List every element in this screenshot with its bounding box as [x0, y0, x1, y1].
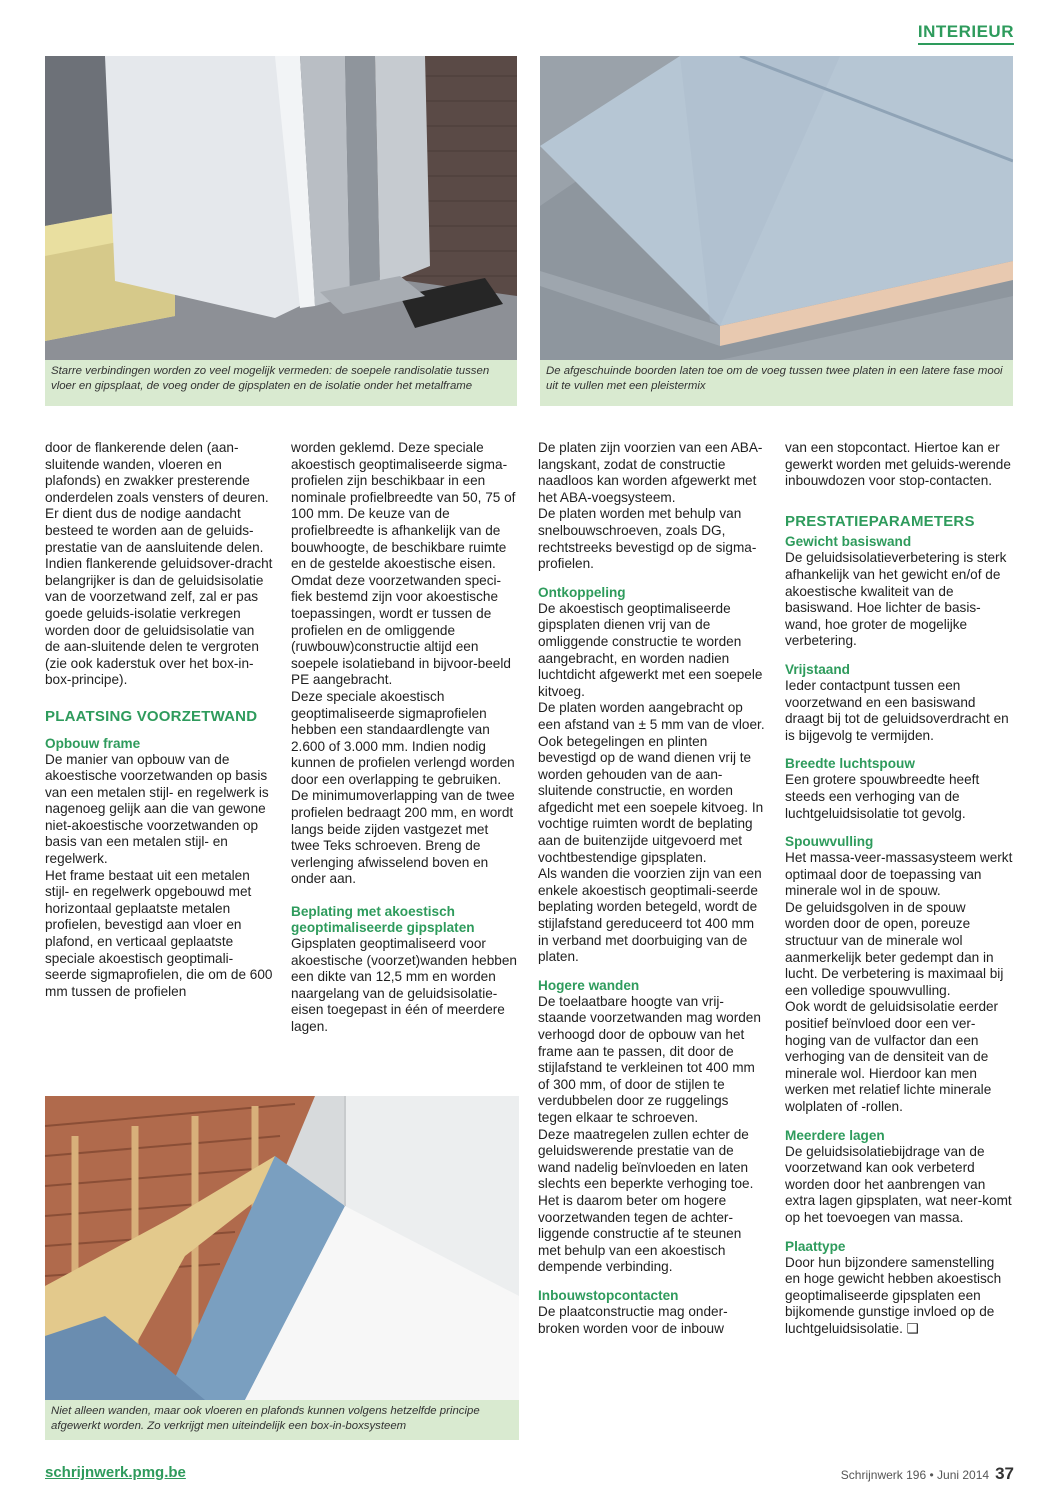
paragraph: Ieder contactpunt tussen een voorzetwand en een basiswand draagt bij tot de geluidsoverdracht en is bijgevolg te vermijden. [785, 677, 1009, 743]
subheading: Spouwvulling [785, 834, 874, 850]
paragraph: De geluidsgolven in de spouw worden door de open, poreuze structuur van de minerale wol aanmerkelijk beter gedempt dan in lucht. De verbetering is maximaal bij een volledige spouwvulling. [785, 899, 1004, 998]
subheading: Ontkoppeling [538, 584, 626, 600]
text-column-4 [785, 440, 1013, 1338]
subheading: Meerdere lagen [785, 1127, 885, 1143]
paragraph: De geluidsisolatiebijdrage van de voorzetwand kan ook verbeterd worden door het aanbrengen van extra lagen gipsplaten, wat neer-komt op het toevoegen van massa. [785, 1143, 1012, 1225]
subheading: Breedte luchtspouw [785, 756, 915, 772]
subheading: Gewicht basiswand [785, 534, 912, 550]
bevelled-boards-illustration [540, 56, 1013, 360]
section-heading: PRESTATIEPARAMETERS [785, 512, 975, 530]
paragraph: Deze speciale akoestisch geoptimaliseerde sigmaprofielen hebben een standaardlengte van 2.600 of 3.000 mm. Indien nodig kunnen de profielen verlengd worden door een overlapping te gebruiken. De minimumoverlapping van de twee profielen bedraagt 200 mm, en wordt langs beide zijden vastgezet met twee Teks schroeven. Breng de verlenging afwisselend boven en onder aan. [291, 688, 515, 887]
wall-junction-illustration [45, 56, 517, 360]
paragraph: worden geklemd. Deze speciale akoestisch geoptimaliseerde sigma-profielen zijn beschikbaar in een nominale profielbreedte van 50, 75 of 100 mm. De keuze van de profielbreedte is afhankelijk van de bouwhoogte, de beschikbare ruimte en de gestelde akoestische eisen. [291, 440, 516, 572]
paragraph: Het frame bestaat uit een metalen stijl- en regelwerk opgebouwd met horizontaal geplaatste metalen profielen, bevestigd aan vloer en plafond, en verticaal geplaatste speciale akoestisch geoptimali-seerde sigmaprofielen, die om de 600 mm tussen de profielen [45, 867, 273, 999]
paragraph: door de flankerende delen (aan-sluitende wanden, vloeren en plafonds) en zwakker presterende onderdelen zoals vensters of deuren. [45, 440, 269, 505]
paragraph: De platen zijn voorzien van een ABA-langskant, zodat de constructie naadloos kan worden afgewerkt met het ABA-voegsysteem. [538, 440, 763, 505]
subheading: Plaattype [785, 1238, 846, 1254]
paragraph: Als wanden die voorzien zijn van een enkele akoestisch geoptimali-seerde beplating worden betegeld, wordt de stijlafstand gereduceerd tot 400 mm in verband met doorbuiging van de platen. [538, 866, 762, 965]
paragraph: De toelaatbare hoogte van vrij-staande voorzetwanden mag worden verhoogd door de opbouw van het frame aan te passen, dit door de stijlafstand te verkleinen tot 400 mm of 300 mm, of door de stijlen te verdubbelen door ze ruggelings tegen elkaar te schroeven. [538, 993, 761, 1125]
footer-issue-info [841, 1464, 1014, 1484]
text-column-3 [538, 440, 766, 1337]
paragraph: De plaatconstructie mag onder-broken worden voor de inbouw [538, 1303, 728, 1336]
ceiling-illustration [45, 1096, 519, 1400]
paragraph: Het massa-veer-massasysteem werkt optimaal door de toepassing van minerale wol in de spouw. [785, 850, 1013, 899]
subheading: Inbouwstopcontacten [538, 1287, 679, 1303]
subheading: Beplating met akoestisch geoptimaliseerde gipsplaten [291, 904, 475, 936]
paragraph: Een grotere spouwbreedte heeft steeds een verhoging van de luchtgeluidsisolatie tot gevolg. [785, 772, 980, 821]
caption-bevelled-boards: De afgeschuinde boorden laten toe om de voeg tussen twee platen in een latere fase mooi uit te vullen met een pleistermix [540, 360, 1013, 406]
paragraph: De platen worden met behulp van snelbouwschroeven, zoals DG, rechtstreeks bevestigd op de sigma-profielen. [538, 506, 757, 572]
paragraph: Ook wordt de geluidsisolatie eerder positief beïnvloed door een ver-hoging van de vulfactor dan een verhoging van de densiteit van de minerale wol. Hierdoor kan men werken met relatief lichte minerale wolplaten of -rollen. [785, 999, 999, 1114]
caption-wall-junction: Starre verbindingen worden zo veel mogelijk vermeden: de soepele randisolatie tussen vloer en gipsplaat, de voeg onder de gipsplaten en de isolatie onder het metalframe [45, 360, 517, 406]
footer-site-link[interactable]: schrijnwerk.pmg.be [45, 1464, 186, 1481]
text-column-2 [291, 440, 519, 1036]
text-column-1 [45, 440, 273, 1000]
photo-wall-junction [45, 56, 517, 360]
page-number: 37 [995, 1464, 1014, 1483]
photo-ceiling-box-in-box [45, 1096, 519, 1400]
subheading: Vrijstaand [785, 661, 850, 677]
photo-bevelled-boards [540, 56, 1013, 360]
section-heading: PLAATSING VOORZETWAND [45, 707, 258, 725]
paragraph: De platen worden aangebracht op een afstand van ± 5 mm van de vloer. Ook betegelingen en plinten bevestigd op de wand dienen vrij te worden gehouden van de aan-sluitende constructie, en worden afgedicht met een soepele kitvoeg. In vochtige ruimten wordt de beplating aan de buitenzijde uitgevoerd met vochtbestendige gipsplaten. [538, 700, 765, 865]
paragraph: Door hun bijzondere samenstelling en hoge gewicht hebben akoestisch geoptimaliseerde gipsplaten een bijkomende gunstige invloed op de luchtgeluidsisolatie. ❑ [785, 1254, 1002, 1336]
paragraph: De akoestisch geoptimaliseerde gipsplaten dienen vrij van de omliggende constructie te worden aangebracht, en worden nadien luchtdicht afgewerkt met een soepele kitvoeg. [538, 600, 763, 699]
paragraph: van een stopcontact. Hiertoe kan er gewerkt worden met geluids-werende inbouwdozen voor stop-contacten. [785, 440, 1011, 489]
paragraph: Er dient dus de nodige aandacht besteed te worden aan de geluids-prestatie van de aansluitende delen. Indien flankerende geluidsover-dracht belangrijker is dan de geluidsisolatie van de voorzetwand zelf, zal er pas goede geluids-isolatie verkregen worden door de geluidsisolatie van de aan-sluitende delen te vergroten (zie ook kaderstuk over het box-in-box-principe). [45, 506, 273, 688]
paragraph: Gipsplaten geoptimaliseerd voor akoestische (voorzet)wanden hebben een dikte van 12,5 mm en worden naargelang van de geluidsisolatie-eisen toegepast in één of meerdere lagen. [291, 936, 517, 1034]
subheading: Hogere wanden [538, 977, 640, 993]
issue-label: Schrijnwerk 196 • Juni 2014 [840, 1468, 990, 1482]
section-tag: INTERIEUR [918, 22, 1014, 45]
caption-ceiling-box-in-box: Niet alleen wanden, maar ook vloeren en plafonds kunnen volgens hetzelfde principe afgewerkt worden. Zo verkrijgt men uiteindelijk een box-in-boxsysteem [45, 1400, 519, 1440]
paragraph: De manier van opbouw van de akoestische voorzetwanden op basis van een metalen stijl- en regelwerk is nagenoeg gelijk aan die van gewone niet-akoestische voorzetwanden op basis van een metalen stijl- en regelwerk. [45, 751, 269, 867]
paragraph: Omdat deze voorzetwanden speci-fiek bestemd zijn voor akoestische toepassingen, wordt er tussen de profielen en de omliggende (ruwbouw)constructie altijd een soepele isolatieband in bijvoor-beeld PE aangebracht. [291, 572, 511, 688]
subheading: Opbouw frame [45, 735, 141, 751]
paragraph: Deze maatregelen zullen echter de geluidswerende prestatie van de wand nadelig beïnvloeden en laten slechts een beperkte verhoging toe. Het is daarom beter om hogere voorzetwanden tegen de achter-liggende constructie af te steunen met behulp van een akoestisch dempende verbinding. [538, 1126, 754, 1275]
paragraph: De geluidsisolatieverbetering is sterk afhankelijk van het gewicht en/of de akoestische kwaliteit van de basiswand. Hoe lichter de basis-wand, hoe groter de mogelijke verbetering. [785, 550, 1007, 649]
